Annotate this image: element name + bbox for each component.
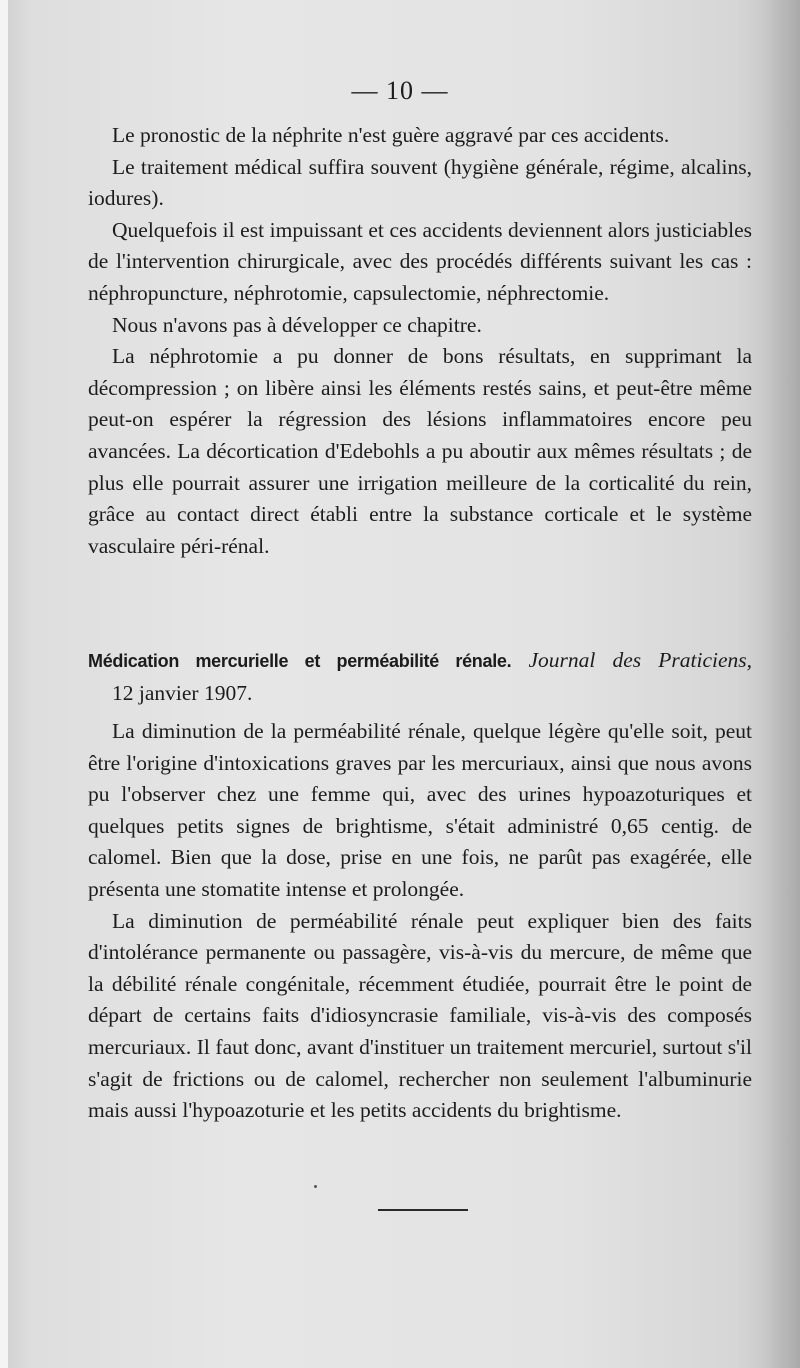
paragraph: Le pronostic de la néphrite n'est guère aggravé par ces accidents. — [112, 123, 670, 147]
end-rule — [378, 1209, 468, 1211]
journal-name: Journal des Praticiens, — [528, 648, 753, 672]
section-mercurial-text — [88, 716, 752, 1127]
ink-speck — [314, 1185, 317, 1188]
paragraph: Le traitement médical suffira souvent (hygiène générale, régime, alcalins, iodures). — [88, 154, 752, 211]
paragraph: Nous n'avons pas à développer ce chapitre. — [112, 312, 482, 337]
article-date: 12 janvier 1907. — [112, 681, 253, 705]
section-nephrite-text — [88, 120, 752, 562]
page-number: — 10 — — [351, 76, 449, 105]
article-heading-line — [88, 644, 752, 677]
paragraph: La diminution de la perméabilité rénale, quelque légère qu'elle soit, peut être l'origine d'intoxications graves par les mercuriaux, ainsi que nous avons pu l'observer chez une femme qui, avec des urines hypoazoturiques et quelques petits signes de brightisme, s'était administré 0,65 centig. de calomel. Bien que la dose, prise en une fois, ne parût pas exagérée, elle présenta une stomatite intense et prolongée. — [88, 719, 752, 901]
paragraph: La diminution de perméabilité rénale peut expliquer bien des faits d'intolérance permanente ou passagère, vis-à-vis du mercure, de même que la débilité rénale congénitale, récemment étudiée, pourrait être le point de départ de certains faits d'idiosyncrasie familiale, vis-à-vis des composés mercuriaux. Il faut donc, avant d'instituer un traitement mercuriel, surtout s'il s'agit de frictions ou de calomel, rechercher non seulement l'albuminurie mais aussi l'hypoazoturie et les petits accidents du brightisme. — [88, 908, 752, 1123]
page-binding-shadow — [760, 0, 800, 1368]
page-left-margin — [0, 0, 8, 1368]
paragraph: Quelquefois il est impuissant et ces accidents deviennent alors justiciables de l'intervention chirurgicale, avec des procédés différents suivant les cas : néphropuncture, néphrotomie, capsulectomie, néphrectomie. — [88, 217, 752, 305]
paragraph: La néphrotomie a pu donner de bons résultats, en supprimant la décompression ; on libère ainsi les éléments restés sains, et peut-être même peut-on espérer la régression des lésions inflammatoires encore peu avancées. La décortication d'Edebohls a pu aboutir aux mêmes résultats ; de plus elle pourrait assurer une irrigation meilleure de la corticalité du rein, grâce au contact direct établi entre la substance corticale et le système vasculaire péri-rénal. — [88, 344, 752, 558]
article-heading — [88, 644, 752, 709]
article-title: Médication mercurielle et perméabilité rénale. — [88, 651, 512, 671]
